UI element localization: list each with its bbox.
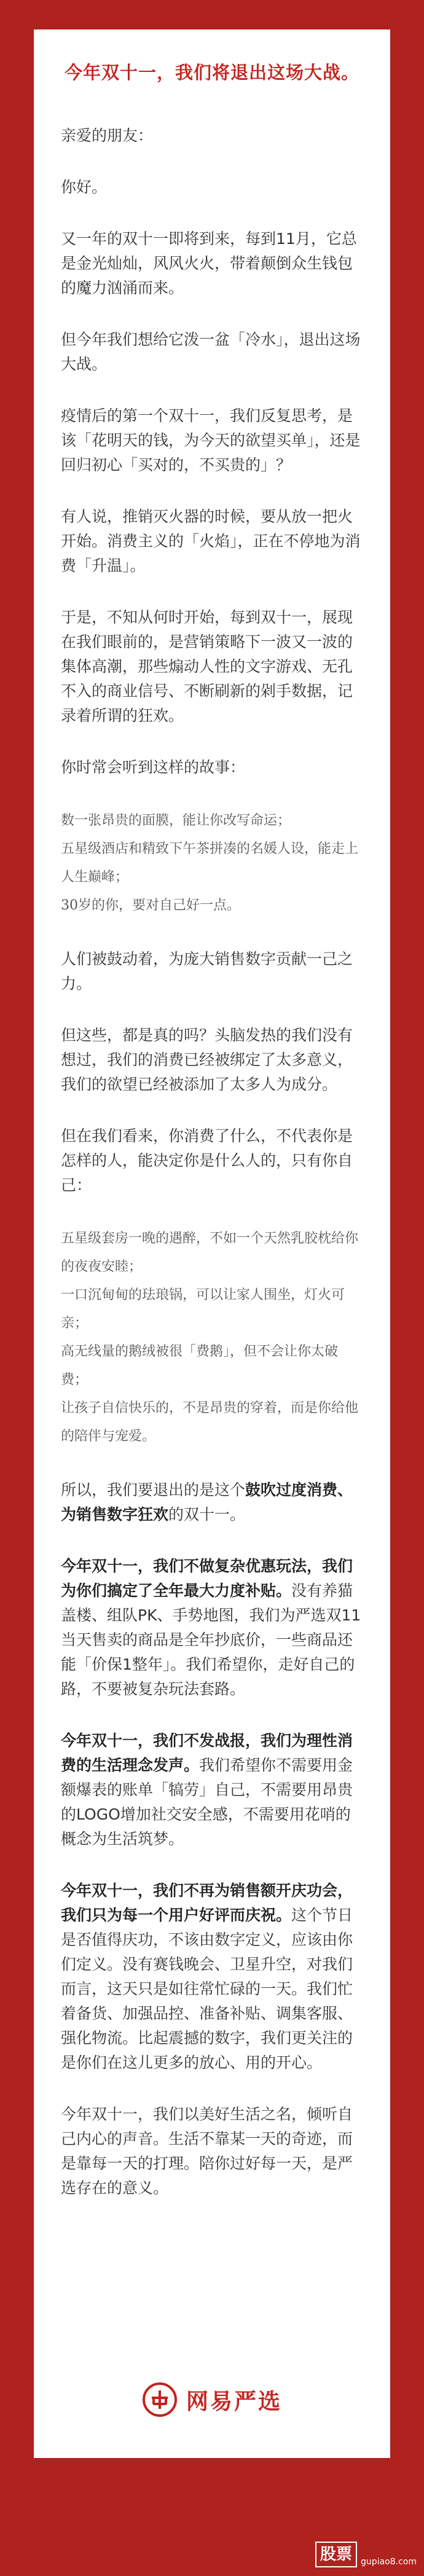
paragraph-10-post: 的双十一。 xyxy=(168,1506,246,1523)
brand-footer xyxy=(34,2341,390,2458)
quote-line: 数一张昂贵的面膜，能让你改写命运； xyxy=(61,813,291,828)
paragraph-1: 又一年的双十一即将到来，每到11月，它总是金光灿灿，风风火火，带着颠倒众生钱包的魔力汹涌而来。 xyxy=(61,230,357,297)
paragraph-8: 但这些，都是真的吗？头脑发热的我们没有想过，我们的消费已经被绑定了太多意义，我们的欲望已经被添加了太多人为成分。 xyxy=(61,1026,353,1093)
salutation: 亲爱的朋友： xyxy=(61,127,154,144)
quote-line: 五星级套房一晚的遇醉，不如一个天然乳胶枕给你的夜夜安睦； xyxy=(61,1231,359,1274)
quote-block-2 xyxy=(61,1225,363,1451)
quote-line: 一口沉甸甸的珐琅锅，可以让家人围坐，灯火可亲； xyxy=(61,1287,345,1331)
paragraph-7: 人们被鼓动着，为庞大销售数字贡献一己之力。 xyxy=(61,950,353,992)
paragraph-10 xyxy=(61,1478,363,1527)
letter-card xyxy=(34,29,390,2458)
paragraph-6: 你时常会听到这样的故事： xyxy=(61,758,246,776)
quote-block-1 xyxy=(61,807,363,920)
quote-line: 高无线量的鹅绒被很「费鹅」，但不会让你太破费； xyxy=(61,1344,339,1388)
brand-name: 网易严选 xyxy=(186,2389,282,2414)
paragraph-11-highlight: 今年双十一，我们不做复杂优惠玩法，我们为你们搞定了全年最大力度补贴。 xyxy=(61,1557,353,1600)
quote-line: 30岁的你，要对自己好一点。 xyxy=(61,898,240,913)
circle-tiered-house-logo-icon xyxy=(142,2382,178,2417)
paragraph-11 xyxy=(61,1554,363,1702)
paragraph-12 xyxy=(61,1729,363,1852)
paragraph-13-highlight: 今年双十一，我们不再为销售额开庆功会，我们只为每一个用户好评而庆祝。 xyxy=(61,1882,353,1924)
paragraph-11-body: 没有养猫盖楼、组队PK、手势地图，我们为严选双11当天售卖的商品是全年抄底价，一些商品还能「价保1整年」。我们希望你，走好自己的路，不要被复杂玩法套路。 xyxy=(61,1582,361,1698)
paragraph-12-body: 我们希望你不需要用金额爆表的账单「犒劳」自己，不需要用昂贵的LOGO增加社交安全感，不需要用花哨的概念为生活筑梦。 xyxy=(61,1756,353,1848)
paragraph-10-highlight: 鼓吹过度消费、为销售数字狂欢 xyxy=(61,1481,353,1523)
paragraph-10-pre: 所以，我们要退出的是这个 xyxy=(61,1481,246,1499)
paragraph-2: 但今年我们想给它泼一盆「冷水」，退出这场大战。 xyxy=(61,331,361,373)
paragraph-9: 但在我们看来，你消费了什么，不代表你是怎样的人，能决定你是什么人的，只有你自己： xyxy=(61,1127,353,1194)
paragraph-13 xyxy=(61,1879,363,2075)
watermark-sub: gupiao8.com xyxy=(361,2557,417,2567)
paragraph-3: 疫情后的第一个双十一，我们反复思考，是该「花明天的钱，为今天的欲望买单」，还是回归初心「买对的，不买贵的」？ xyxy=(61,407,361,474)
greeting: 你好。 xyxy=(61,178,108,196)
quote-line: 让孩子自信快乐的，不是昂贵的穿着，而是你给他的陪伴与宠爱。 xyxy=(61,1400,359,1444)
letter-title: 今年双十一，我们将退出这场大战。 xyxy=(64,62,359,83)
paragraph-13-body: 这个节日是否值得庆功，不该由数字定义，应该由你们定义。没有赛钱晚会、卫星升空，对我们而言，这天只是如往常忙碌的一天。我们忙着备货、加强品控、准备补贴、调集客服、强化物流。比起震撼的数字，我们更关注的是你们在这儿更多的放心、用的开心。 xyxy=(61,1906,353,2071)
paragraph-12-highlight: 今年双十一，我们不发战报，我们为理性消费的生活理念发声。 xyxy=(61,1732,353,1774)
paragraph-14: 今年双十一，我们以美好生活之名，倾听自己内心的声音。生活不靠某一天的奇迹，而是靠每一天的打理。陪你过好每一天，是严选存在的意义。 xyxy=(61,2105,353,2197)
watermark-main: 股票 xyxy=(315,2542,357,2567)
paragraph-5: 于是，不知从何时开始，每到双十一，展现在我们眼前的，是营销策略下一波又一波的集体高潮，那些煽动人性的文字游戏、无孔不入的商业信号、不断刷新的剁手数据，记录着所谓的狂欢。 xyxy=(61,608,353,724)
quote-line: 五星级酒店和精致下午茶拼凑的名媛人设，能走上人生巅峰； xyxy=(61,841,359,885)
site-watermark xyxy=(315,2542,417,2567)
paragraph-4: 有人说，推销灭火器的时候，要从放一把火开始。消费主义的「火焰」，正在不停地为消费「升温」。 xyxy=(61,508,361,575)
